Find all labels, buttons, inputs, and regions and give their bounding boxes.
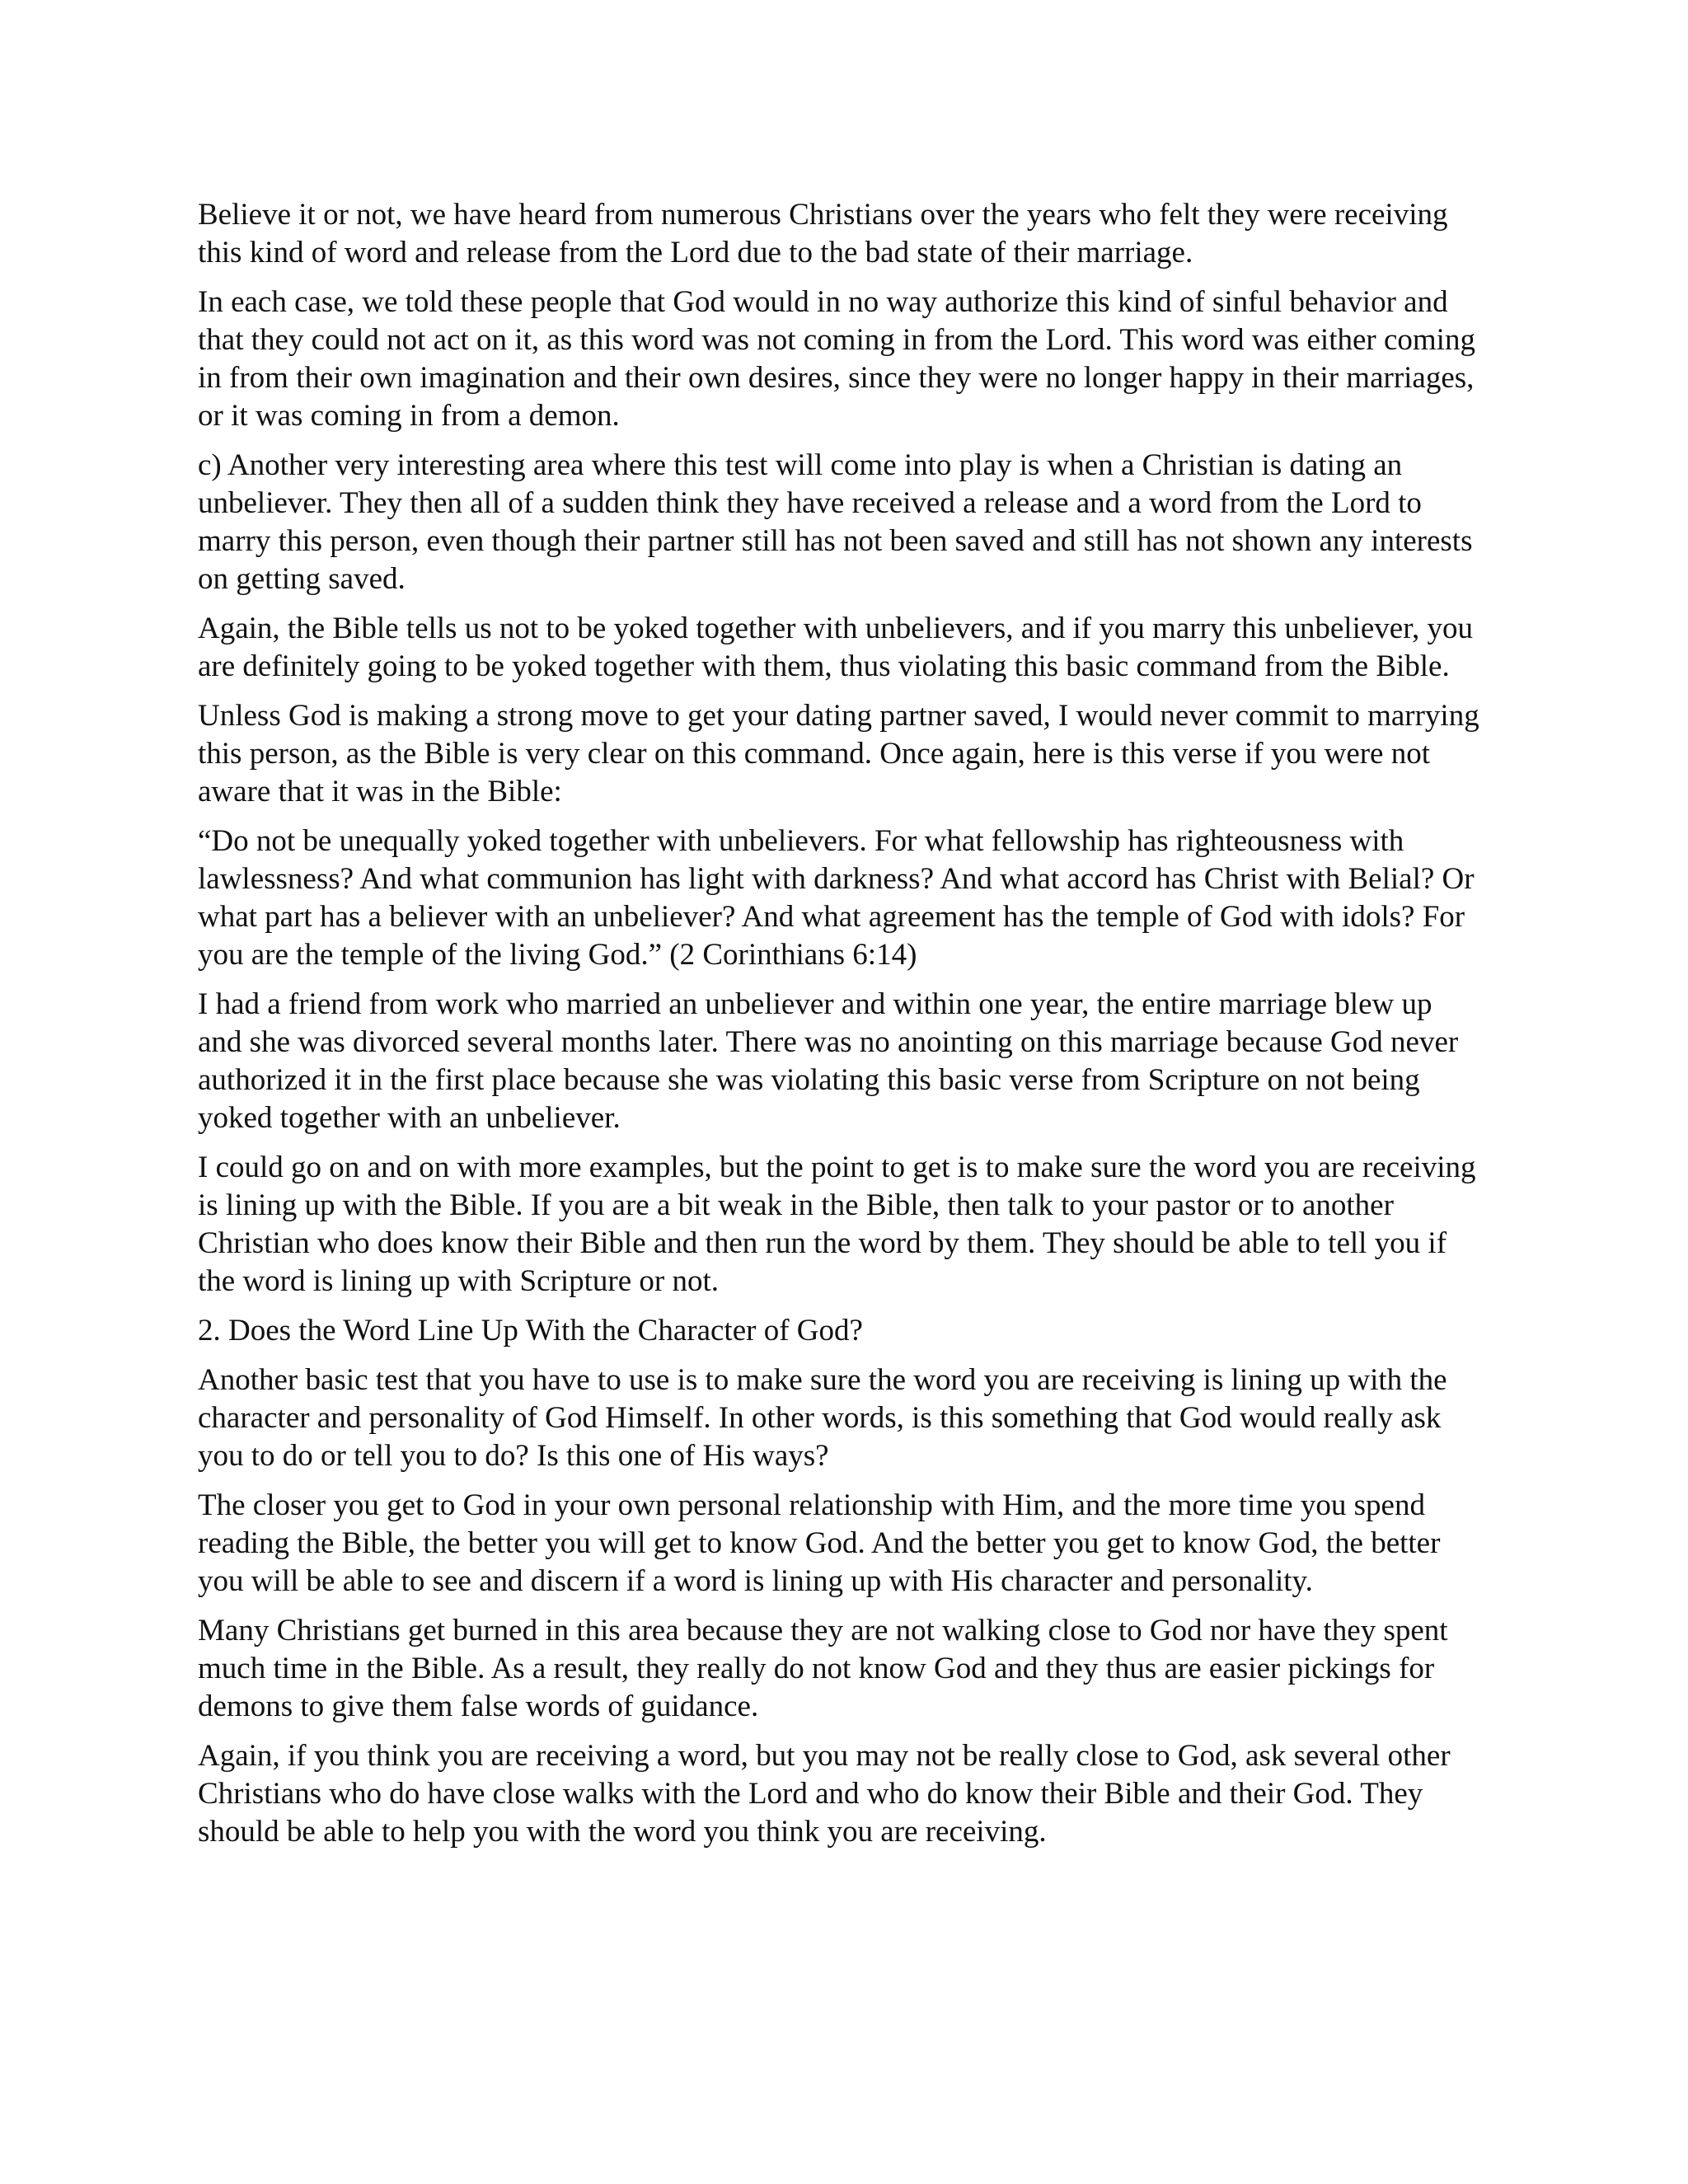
paragraph-7: I had a friend from work who married an unbeliever and within one year, the entire marriage blew up and she was divorced several months later. There was no anointing on this marriage because God never authorized it in the first place because she was violating this basic verse from Scripture on not being yoked together with an unbeliever. bbox=[198, 987, 1459, 1135]
paragraph-12: Many Christians get burned in this area because they are not walking close to God nor have they spent much time in the Bible. As a result, they really do not know God and they thus are easier pickings for demons to give them false words of guidance. bbox=[198, 1614, 1448, 1723]
paragraph-11: The closer you get to God in your own personal relationship with Him, and the more time you spend reading the Bible, the better you will get to know God. And the better you get to know God, the better you will be able to see and discern if a word is lining up with His character and personality. bbox=[198, 1488, 1441, 1598]
document-body bbox=[198, 196, 1484, 1863]
paragraph-13: Again, if you think you are receiving a word, but you may not be really close to God, ask several other Christians who do have close walks with the Lord and who do know their Bible and their God. They should be able to help you with the word you think you are receiving. bbox=[198, 1739, 1451, 1849]
scripture-quote: “Do not be unequally yoked together with unbelievers. For what fellowship has righteousness with lawlessness? And what communion has light with darkness? And what accord has Christ with Belial? Or what part has a believer with an unbeliever? And what agreement has the temple of God with idols? For you are the temple of the living God.” (2 Corinthians 6:14) bbox=[198, 824, 1475, 972]
paragraph-1: Believe it or not, we have heard from numerous Christians over the years who felt they were receiving this kind of word and release from the Lord due to the bad state of their marriage. bbox=[198, 198, 1448, 269]
paragraph-5: Unless God is making a strong move to get your dating partner saved, I would never commit to marrying this person, as the Bible is very clear on this command. Once again, here is this verse if you were not aware that it was in the Bible: bbox=[198, 699, 1479, 808]
paragraph-8: I could go on and on with more examples, but the point to get is to make sure the word you are receiving is lining up with the Bible. If you are a bit weak in the Bible, then talk to your pastor or to another Christian who does know their Bible and then run the word by them. They should be able to tell you if the word is lining up with Scripture or not. bbox=[198, 1151, 1476, 1298]
paragraph-10: Another basic test that you have to use is to make sure the word you are receiving is lining up with the character and personality of God Himself. In other words, is this something that God would really ask you to do or tell you to do? Is this one of His ways? bbox=[198, 1363, 1447, 1473]
paragraph-3: c) Another very interesting area where this test will come into play is when a Christian is dating an unbeliever. They then all of a sudden think they have received a release and a word from the Lord to marry this person, even though their partner still has not been saved and still has not shown any interests on getting saved. bbox=[198, 448, 1473, 596]
paragraph-4: Again, the Bible tells us not to be yoked together with unbelievers, and if you marry this unbeliever, you are definitely going to be yoked together with them, thus violating this basic command from the Bible. bbox=[198, 612, 1474, 683]
paragraph-2: In each case, we told these people that God would in no way authorize this kind of sinful behavior and that they could not act on it, as this word was not coming in from the Lord. This word was either coming in from their own imagination and their own desires, since they were no longer happy in their marriages, or it was coming in from a demon. bbox=[198, 285, 1475, 433]
section-heading: 2. Does the Word Line Up With the Character of God? bbox=[198, 1314, 863, 1347]
